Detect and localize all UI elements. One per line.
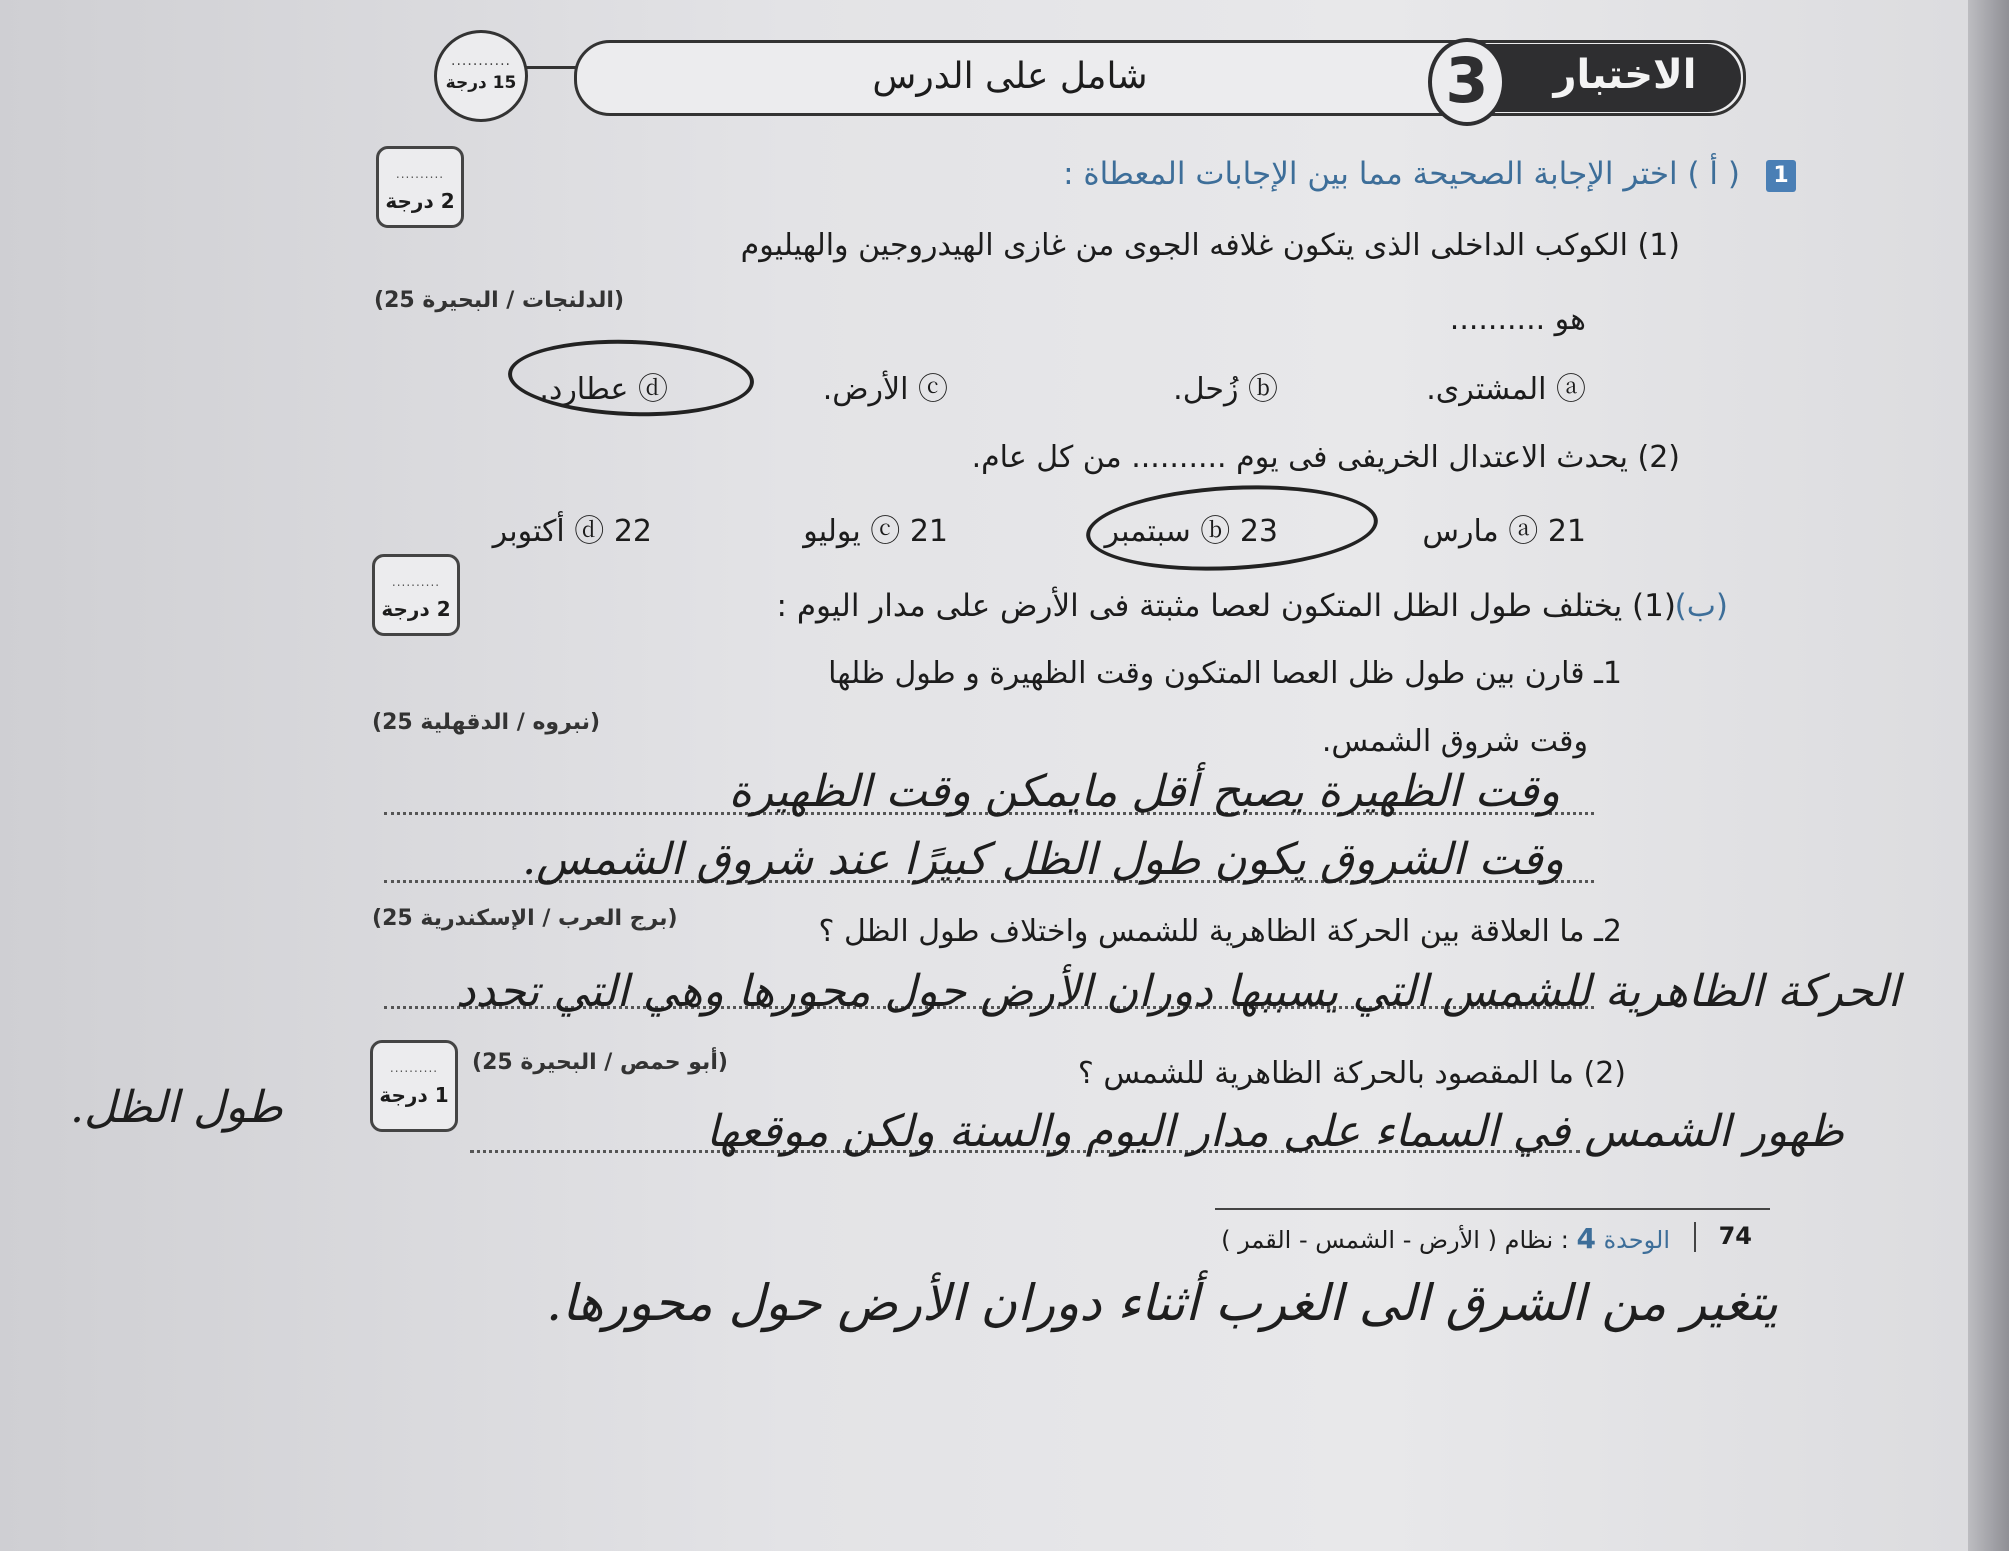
b-q2-text: 2ـ ما العلاقة بين الحركة الظاهرية للشمس واختلاف طول الظل ؟	[818, 914, 1622, 949]
b-q1-line2: وقت شروق الشمس.	[1321, 724, 1588, 759]
section-a-score: 2 درجة	[385, 189, 455, 213]
handwritten-answer: الحركة الظاهرية للشمس التي يسببها دوران الأرض حول محورها وهي التي تحدد	[455, 966, 1900, 1017]
section-a-score-box	[376, 146, 464, 228]
b-q3-source: (أبو حمص / البحيرة 25)	[472, 1050, 728, 1075]
score-blank: ..........	[389, 1061, 439, 1075]
q2-option-c: ⓒ 21 يوليو	[803, 514, 948, 549]
section-b-score: 2 درجة	[381, 597, 451, 621]
q1-option-d: ⓓ عطارد.	[539, 372, 668, 407]
q2-text: (2) يحدث الاعتدال الخريفى فى يوم .......... من كل عام.	[971, 440, 1680, 475]
score-blank: ..........	[391, 575, 441, 589]
handwritten-answer: وقت الظهيرة يصبح أقل مايمكن وقت الظهيرة	[728, 766, 1560, 817]
exam-label: الاختبار	[1553, 52, 1697, 98]
score-blank: ..........	[395, 167, 445, 181]
b-q3-score-box	[370, 1040, 458, 1132]
page-number: 74	[1718, 1222, 1752, 1250]
q1-text-line2: هو ..........	[1449, 302, 1586, 337]
q1-option-b: ⓑ زُحل.	[1173, 372, 1278, 407]
unit-title: : نظام ( الأرض - الشمس - القمر )	[1221, 1226, 1569, 1254]
handwritten-answer: ظهور الشمس في السماء على مدار اليوم والسنة ولكن موقعها	[706, 1106, 1844, 1157]
exam-subtitle: شامل على الدرس	[872, 56, 1148, 97]
page-edge	[1968, 0, 2009, 1551]
handwritten-answer: وقت الشروق يكون طول الظل كبيرًا عند شروق الشمس.	[522, 834, 1564, 885]
q1-option-a: ⓐ المشترى.	[1426, 372, 1586, 407]
unit-label: الوحدة	[1603, 1226, 1670, 1254]
total-score: 15 درجة	[445, 73, 517, 93]
b-q3-text: (2) ما المقصود بالحركة الظاهرية للشمس ؟	[1077, 1056, 1626, 1091]
header-connector	[520, 66, 576, 69]
handwritten-answer: طول الظل.	[70, 1082, 283, 1133]
b-q1-source: (نبروه / الدقهلية 25)	[372, 710, 601, 735]
b-q2-source: (برج العرب / الإسكندرية 25)	[372, 906, 678, 931]
q2-option-a: ⓐ 21 مارس	[1422, 514, 1586, 549]
score-blank: ...........	[451, 53, 511, 69]
footer-unit	[1221, 1222, 1670, 1255]
question-number-badge: 1	[1766, 160, 1796, 192]
footer-divider	[1694, 1222, 1696, 1252]
footer-rule	[1215, 1208, 1770, 1210]
unit-number: 4	[1576, 1222, 1596, 1255]
q1-source: (الدلنجات / البحيرة 25)	[374, 288, 625, 313]
b-q1-line1: 1ـ قارن بين طول ظل العصا المتكون وقت الظهيرة و طول ظلها	[828, 656, 1622, 691]
section-b-prefix: (ب)	[1674, 588, 1728, 624]
section-b-title: (1) يختلف طول الظل المتكون لعصا مثبتة فى الأرض على مدار اليوم :	[776, 588, 1676, 624]
total-score-circle	[434, 30, 528, 122]
exam-number: 3	[1428, 38, 1506, 126]
q2-option-b: ⓑ 23 سبتمبر	[1104, 514, 1278, 549]
section-a-title: ( أ ) اختر الإجابة الصحيحة مما بين الإجابات المعطاة :	[1063, 156, 1740, 192]
q1-option-c: ⓒ الأرض.	[822, 372, 948, 407]
handwritten-answer: يتغير من الشرق الى الغرب أثناء دوران الأرض حول محورها.	[546, 1274, 1778, 1332]
answer-circle-mark	[1084, 478, 1380, 577]
q2-option-d: ⓓ 22 أكتوبر	[492, 514, 652, 549]
b-q3-score: 1 درجة	[379, 1083, 449, 1107]
q1-text-line1: (1) الكوكب الداخلى الذى يتكون غلافه الجوى من غازى الهيدروجين والهيليوم	[740, 228, 1680, 263]
section-b-score-box	[372, 554, 460, 636]
